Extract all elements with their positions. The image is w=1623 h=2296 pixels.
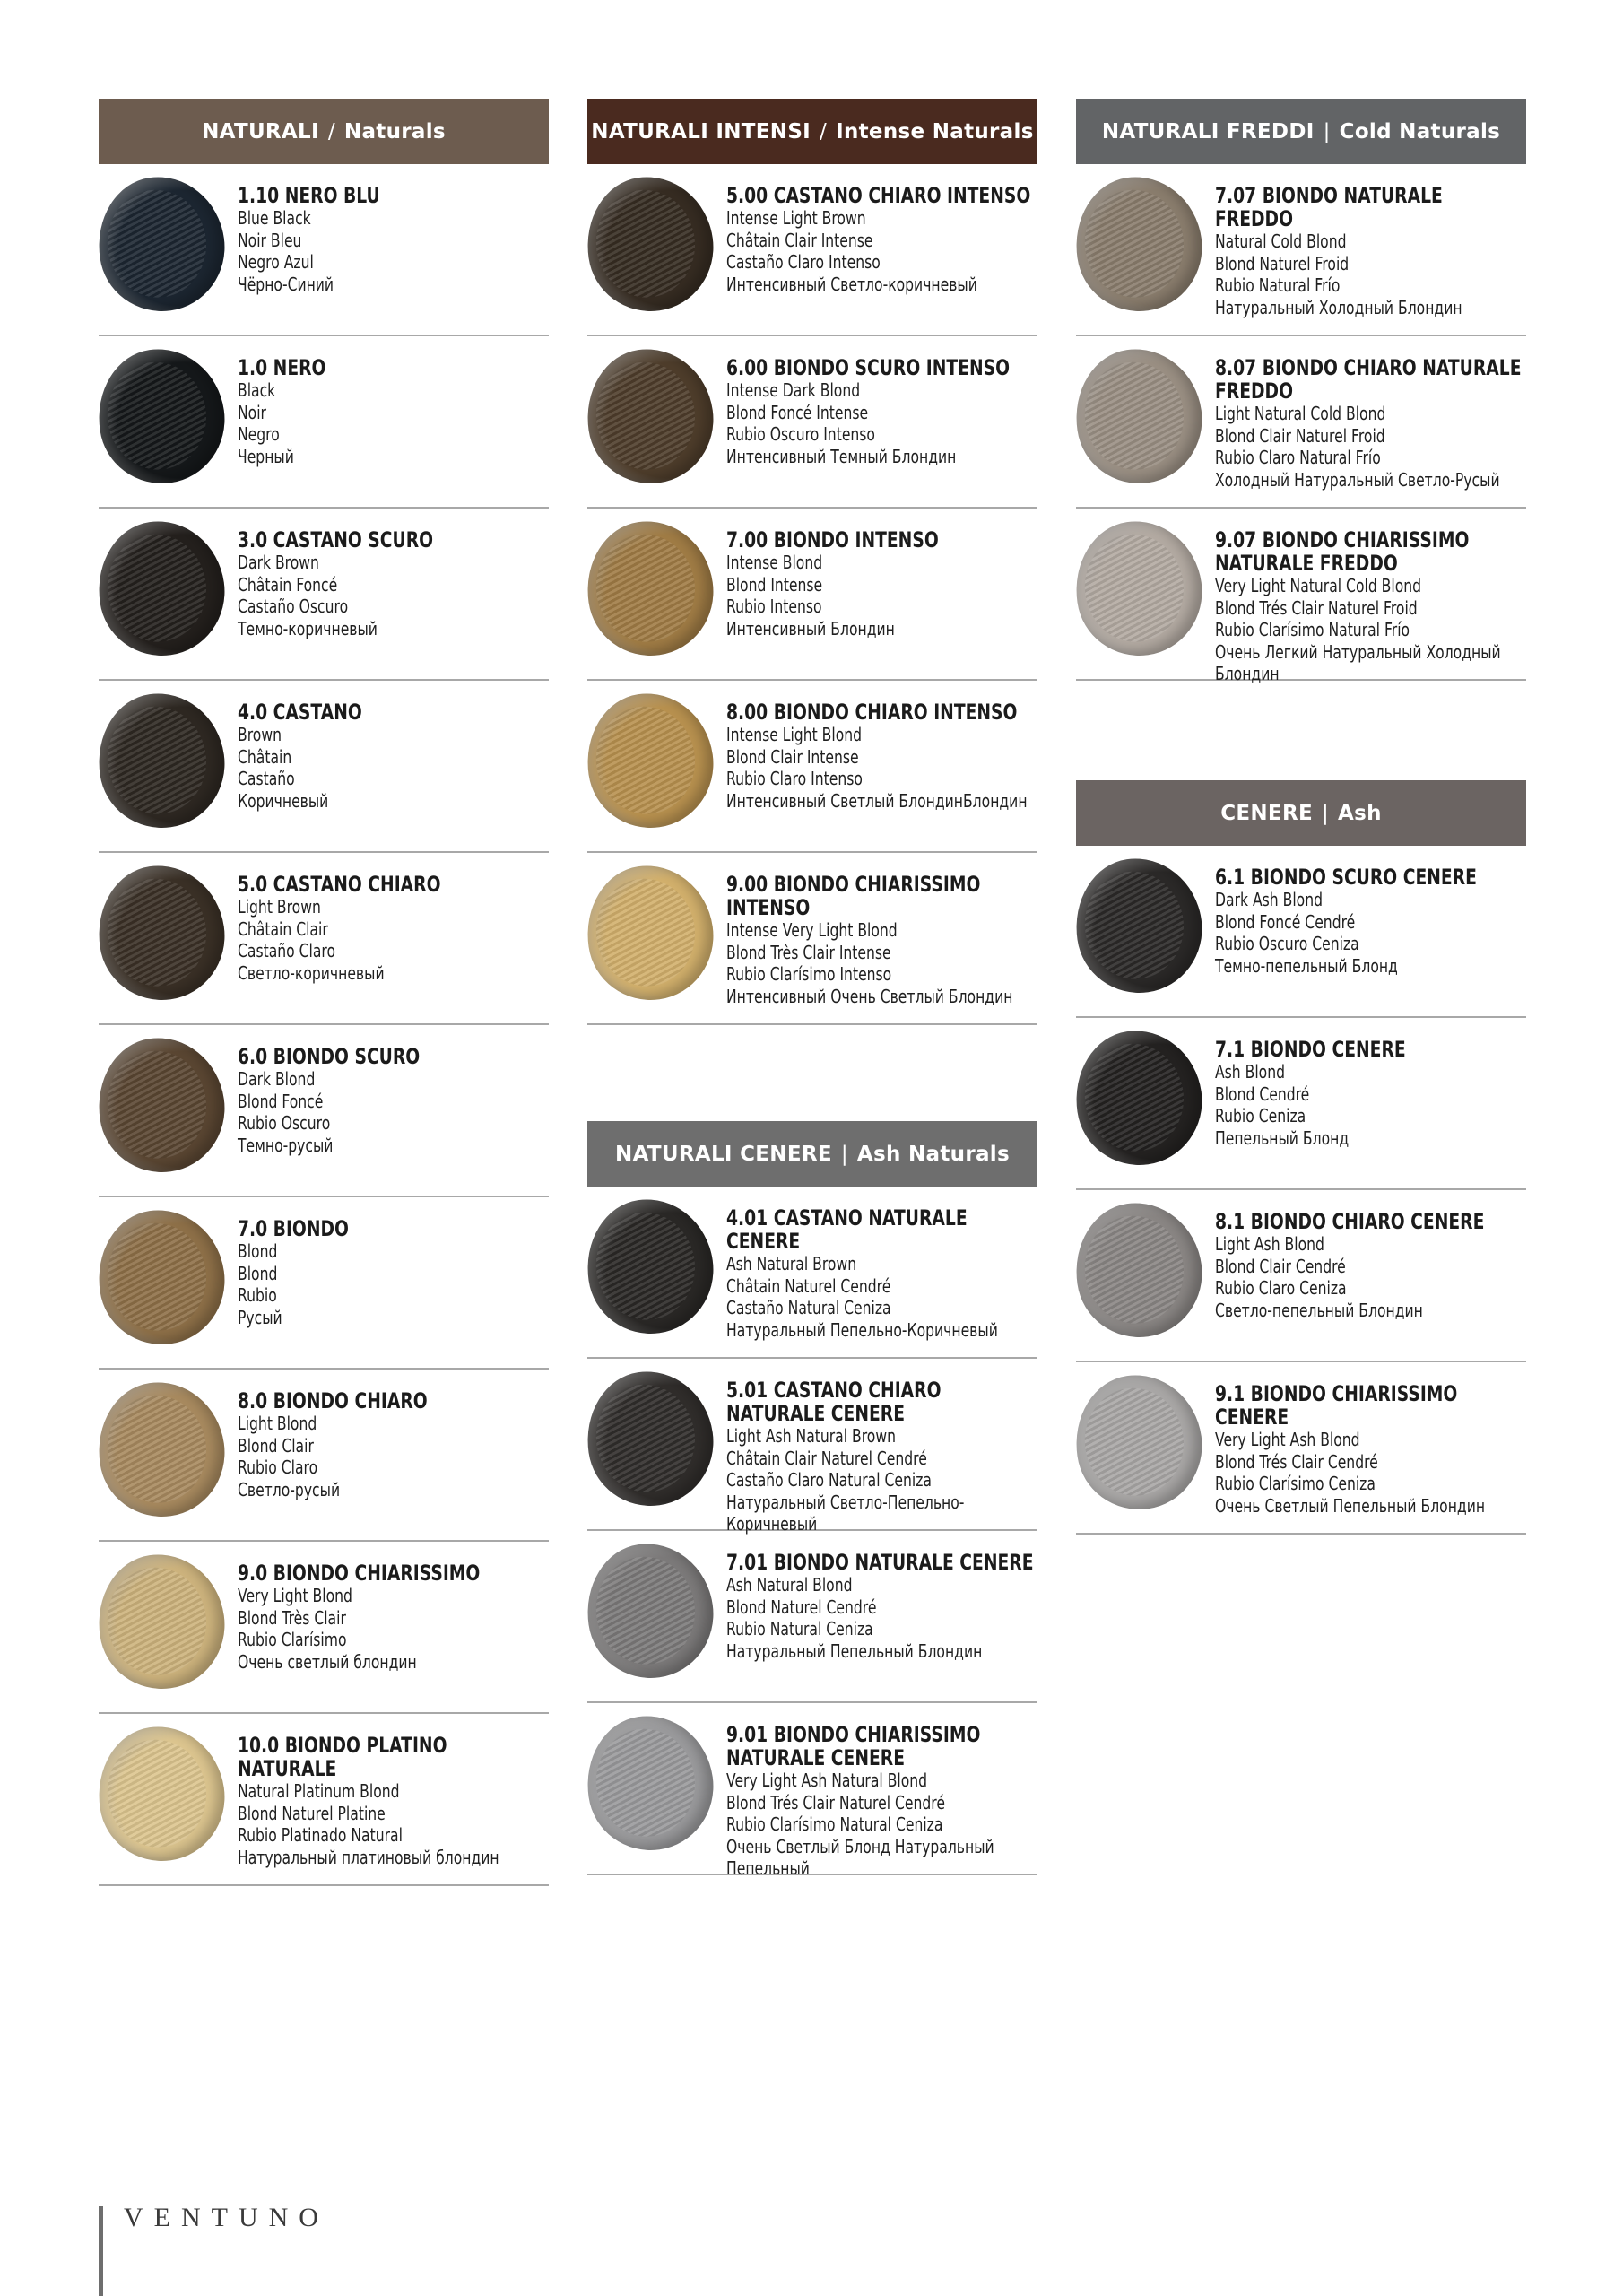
shade-code-name: 9.1 BIONDO CHIARISSIMO CENERE: [1215, 1381, 1458, 1430]
shade-translation: Rubio Claro Ceniza: [1215, 1277, 1347, 1299]
shade-translation: Очень Легкий Натуральный Холодный Блондин: [1215, 640, 1501, 684]
shade-translation: Castaño Oscuro: [238, 596, 349, 617]
hair-swatch-image: [578, 1708, 722, 1858]
hair-swatch-image: [1067, 169, 1211, 319]
hair-swatch-image: [90, 1030, 233, 1180]
shade-entry: [99, 164, 549, 336]
shade-translation: Светло-коричневый: [238, 961, 385, 984]
shade-translation: Натуральный Пепельный Блондин: [726, 1639, 983, 1662]
shade-translation: Very Light Ash Natural Blond: [726, 1770, 928, 1791]
shade-entry: [1076, 1018, 1526, 1190]
shade-translation: Blond Clair Naturel Froid: [1215, 424, 1385, 447]
shade-translation: Light Brown: [238, 896, 321, 918]
shade-translation: Blond Clair Intense: [726, 745, 859, 768]
shade-translation: Очень светлый блондин: [238, 1650, 417, 1673]
shade-translation: Châtain Clair Intense: [726, 229, 873, 251]
shade-entry: [1076, 164, 1526, 336]
shade-translation: Châtain: [238, 745, 292, 768]
section-title-en: Naturals: [343, 119, 446, 144]
section-title-en: Cold Naturals: [1339, 119, 1501, 144]
shade-text: [238, 528, 549, 639]
shade-text: [1215, 184, 1526, 318]
hair-swatch-image: [1067, 1022, 1211, 1173]
shade-entry: [99, 509, 549, 681]
shade-translation: Very Light Blond: [238, 1585, 352, 1606]
shade-code-name: 7.01 BIONDO NATURALE CENERE: [726, 1550, 1034, 1575]
hair-swatch-image: [1067, 1195, 1211, 1345]
section-title-en: Ash: [1338, 801, 1382, 825]
shade-translation: Negro: [238, 423, 280, 445]
shade-translation: Натуральный Холодный Блондин: [1215, 296, 1462, 318]
hair-swatch-image: [90, 1546, 233, 1697]
shade-code-name: 7.00 BIONDO INTENSO: [726, 527, 939, 552]
shade-translation: Intense Very Light Blond: [726, 919, 898, 941]
section-title-separator: |: [840, 1142, 848, 1166]
shade-translation: Ash Blond: [1215, 1061, 1286, 1083]
shade-translation: Châtain Foncé: [238, 573, 338, 596]
shade-translation: Châtain Clair Naturel Cendré: [726, 1447, 927, 1469]
section-title-it: CENERE: [1220, 801, 1313, 825]
footer-bar: [99, 2206, 103, 2296]
shade-code-name: 8.07 BIONDO CHIARO NATURALE FREDDO: [1215, 355, 1522, 404]
shade-translation: Castaño Natural Ceniza: [726, 1297, 891, 1318]
shade-text: [1215, 528, 1526, 685]
color-section: [1076, 99, 1526, 684]
section-header: [1076, 99, 1526, 164]
shade-entry: [587, 1187, 1037, 1359]
shade-text: [238, 1561, 549, 1673]
shade-translation: Светло-русый: [238, 1478, 341, 1500]
hair-swatch-image: [578, 857, 722, 1008]
shade-text: [726, 873, 1037, 1007]
shade-translation: Blond Très Clair: [238, 1606, 346, 1629]
shade-text: [726, 1551, 1037, 1662]
shade-translation: Темно-пепельный Блонд: [1215, 954, 1398, 977]
shade-entry: [99, 1370, 549, 1542]
shade-translation: Интенсивный Светло-коричневый: [726, 273, 977, 295]
section-title-separator: /: [327, 119, 335, 144]
shade-text: [726, 1378, 1037, 1535]
shade-entry: [99, 853, 549, 1025]
shade-translation: Light Ash Natural Brown: [726, 1425, 897, 1447]
shade-code-name: 1.10 NERO BLU: [238, 183, 380, 208]
shade-translation: Blond Naturel Cendré: [726, 1596, 877, 1618]
shade-text: [238, 1389, 549, 1500]
shade-entry: [99, 1542, 549, 1714]
shade-translation: Noir Bleu: [238, 229, 302, 251]
shade-translation: Чёрно-Синий: [238, 273, 334, 295]
shade-code-name: 9.01 BIONDO CHIARISSIMO NATURALE CENERE: [726, 1722, 981, 1770]
shade-translation: Натуральный Светло-Пепельно-Коричневый: [726, 1491, 965, 1535]
shade-translation: Rubio Clarísimo: [238, 1629, 347, 1650]
shade-translation: Русый: [238, 1306, 282, 1328]
shade-entry: [587, 1359, 1037, 1535]
section-title-it: NATURALI CENERE: [615, 1142, 832, 1166]
shade-translation: Интенсивный Светлый БлондинБлондин: [726, 789, 1028, 812]
section-title-it: NATURALI: [202, 119, 319, 144]
shade-translation: Blond: [238, 1240, 278, 1262]
section-title-it: NATURALI INTENSI: [591, 119, 812, 144]
shade-translation: Rubio Clarísimo Ceniza: [1215, 1473, 1376, 1494]
shade-text: [238, 1734, 549, 1868]
hair-swatch-image: [578, 341, 722, 491]
shade-text: [238, 184, 549, 295]
shade-entry: [587, 336, 1037, 509]
shade-entry: [99, 1025, 549, 1197]
shade-translation: Natural Platinum Blond: [238, 1780, 400, 1802]
color-section: [587, 1121, 1037, 1879]
shade-translation: Rubio Intenso: [726, 596, 822, 617]
hair-swatch-image: [578, 1363, 722, 1514]
shade-entry: [99, 1197, 549, 1370]
shade-translation: Rubio Oscuro Ceniza: [1215, 933, 1359, 954]
shade-translation: Интенсивный Блондин: [726, 617, 895, 639]
shade-translation: Blond Très Clair Intense: [726, 941, 891, 963]
hair-swatch-image: [578, 169, 722, 319]
shade-text: [726, 1723, 1037, 1880]
color-section: [99, 99, 549, 1886]
shade-text: [726, 356, 1037, 467]
shade-translation: Blond Intense: [726, 573, 823, 596]
section-title-en: Intense Naturals: [836, 119, 1034, 144]
shade-code-name: 7.0 BIONDO: [238, 1216, 349, 1241]
brand-name: VENTUNO: [124, 2203, 329, 2232]
section-title-it: NATURALI FREDDI: [1101, 119, 1315, 144]
hair-swatch-image: [578, 513, 722, 664]
shade-translation: Rubio Ceniza: [1215, 1105, 1306, 1126]
hair-swatch-image: [90, 169, 233, 319]
shade-code-name: 4.0 CASTANO: [238, 700, 362, 725]
shade-text: [726, 700, 1037, 812]
shade-translation: Blond Clair: [238, 1434, 314, 1457]
shade-translation: Intense Blond: [726, 552, 823, 573]
shade-translation: Rubio Oscuro Intenso: [726, 423, 875, 445]
shade-translation: Dark Brown: [238, 552, 319, 573]
hair-swatch-image: [90, 685, 233, 836]
shade-text: [238, 873, 549, 984]
shade-text: [1215, 1210, 1526, 1321]
shade-translation: Интенсивный Темный Блондин: [726, 445, 957, 467]
shade-translation: Rubio Clarísimo Intenso: [726, 963, 892, 985]
shade-translation: Châtain Clair: [238, 918, 328, 940]
shade-translation: Castaño Claro Natural Ceniza: [726, 1469, 932, 1491]
shade-translation: Светло-пепельный Блондин: [1215, 1299, 1423, 1321]
shade-translation: Черный: [238, 445, 294, 467]
shade-translation: Rubio Clarísimo Natural Ceniza: [726, 1813, 943, 1835]
shade-translation: Rubio Platinado Natural: [238, 1824, 403, 1846]
shade-translation: Dark Ash Blond: [1215, 889, 1323, 910]
shade-translation: Интенсивный Очень Светлый Блондин: [726, 985, 1013, 1007]
shade-code-name: 6.0 BIONDO SCURO: [238, 1044, 421, 1069]
shade-translation: Castaño Claro Intenso: [726, 251, 881, 273]
shade-text: [1215, 356, 1526, 491]
shade-translation: Brown: [238, 724, 282, 745]
shade-entry: [587, 681, 1037, 853]
hair-swatch-image: [1067, 341, 1211, 491]
shade-code-name: 6.00 BIONDO SCURO INTENSO: [726, 355, 1011, 380]
shade-translation: Очень Светлый Пепельный Блондин: [1215, 1494, 1486, 1517]
shade-entry: [1076, 509, 1526, 684]
shade-translation: Blond Trés Clair Naturel Cendré: [726, 1791, 945, 1813]
hair-swatch-image: [90, 341, 233, 491]
shade-translation: Rubio: [238, 1284, 277, 1306]
shade-text: [1215, 865, 1526, 977]
shade-code-name: 5.01 CASTANO CHIARO NATURALE CENERE: [726, 1378, 942, 1426]
shade-translation: Темно-коричневый: [238, 617, 378, 639]
shade-code-name: 9.0 BIONDO CHIARISSIMO: [238, 1561, 481, 1586]
shade-translation: Blue Black: [238, 207, 311, 229]
shade-translation: Холодный Натуральный Светло-Русый: [1215, 468, 1500, 491]
color-section: [1076, 780, 1526, 1535]
section-title-separator: |: [1323, 119, 1331, 144]
section-header: [99, 99, 549, 164]
shade-translation: Blond Cendré: [1215, 1083, 1310, 1105]
hair-swatch-image: [90, 513, 233, 664]
shade-translation: Blond Naturel Froid: [1215, 252, 1350, 274]
shade-code-name: 8.1 BIONDO CHIARO CENERE: [1215, 1209, 1485, 1234]
shade-entry: [587, 164, 1037, 336]
shade-code-name: 5.00 CASTANO CHIARO INTENSO: [726, 183, 1031, 208]
shade-translation: Negro Azul: [238, 251, 314, 273]
shade-entry: [1076, 336, 1526, 509]
hair-swatch-image: [578, 685, 722, 836]
shade-text: [238, 700, 549, 812]
shade-translation: Коричневый: [238, 789, 329, 812]
shade-translation: Intense Light Brown: [726, 207, 866, 229]
shade-translation: Châtain Naturel Cendré: [726, 1274, 891, 1297]
shade-translation: Very Light Natural Cold Blond: [1215, 575, 1422, 596]
shade-translation: Rubio Natural Ceniza: [726, 1618, 873, 1639]
hair-swatch-image: [90, 1718, 233, 1869]
shade-translation: Blond Naturel Platine: [238, 1802, 386, 1824]
shade-translation: Rubio Claro Natural Frío: [1215, 447, 1381, 468]
shade-translation: Dark Blond: [238, 1068, 316, 1090]
hair-swatch-image: [1067, 513, 1211, 664]
section-header: [587, 99, 1037, 164]
shade-entry: [99, 336, 549, 509]
shade-translation: Very Light Ash Blond: [1215, 1429, 1360, 1450]
shade-text: [726, 528, 1037, 639]
shade-entry: [99, 681, 549, 853]
shade-translation: Blond Foncé Intense: [726, 401, 869, 423]
shade-translation: Rubio Claro Intenso: [726, 768, 863, 789]
shade-translation: Blond Clair Cendré: [1215, 1255, 1346, 1277]
shade-code-name: 4.01 CASTANO NATURALE CENERE: [726, 1205, 968, 1254]
hair-swatch-image: [1067, 1367, 1211, 1518]
shade-translation: Rubio Claro: [238, 1457, 318, 1478]
shade-code-name: 1.0 NERO: [238, 355, 326, 380]
shade-text: [1215, 1038, 1526, 1149]
shade-code-name: 8.0 BIONDO CHIARO: [238, 1388, 428, 1413]
shade-code-name: 3.0 CASTANO SCURO: [238, 527, 434, 552]
shade-translation: Intense Light Blond: [726, 724, 863, 745]
shade-translation: Light Natural Cold Blond: [1215, 403, 1386, 424]
section-title-separator: |: [1321, 801, 1330, 825]
shade-translation: Blond Trés Clair Cendré: [1215, 1450, 1378, 1473]
shade-translation: Темно-русый: [238, 1134, 334, 1156]
shade-code-name: 7.1 BIONDO CENERE: [1215, 1037, 1406, 1062]
shade-entry: [1076, 846, 1526, 1018]
section-header: [587, 1121, 1037, 1187]
shade-translation: Natural Cold Blond: [1215, 230, 1347, 252]
shade-code-name: 7.07 BIONDO NATURALE FREDDO: [1215, 183, 1443, 231]
shade-code-name: 6.1 BIONDO SCURO CENERE: [1215, 865, 1477, 890]
shade-translation: Noir: [238, 401, 266, 423]
shade-translation: Blond: [238, 1262, 278, 1284]
shade-translation: Rubio Natural Frío: [1215, 274, 1341, 296]
shade-entry: [587, 853, 1037, 1025]
hair-swatch-image: [90, 1202, 233, 1352]
shade-entry: [587, 1531, 1037, 1703]
shade-entry: [99, 1714, 549, 1886]
shade-text: [238, 1045, 549, 1156]
color-section: [587, 99, 1037, 1025]
shade-translation: Blond Foncé: [238, 1090, 324, 1112]
shade-code-name: 5.0 CASTANO CHIARO: [238, 872, 441, 897]
shade-translation: Натуральный платиновый блондин: [238, 1846, 499, 1868]
shade-text: [726, 1206, 1037, 1341]
shade-translation: Intense Dark Blond: [726, 379, 861, 401]
shade-code-name: 9.07 BIONDO CHIARISSIMO NATURALE FREDDO: [1215, 527, 1470, 576]
shade-translation: Очень Светлый Блонд Натуральный Пепельный: [726, 1835, 994, 1879]
shade-translation: Ash Natural Brown: [726, 1253, 857, 1274]
shade-translation: Ash Natural Blond: [726, 1574, 853, 1596]
shade-translation: Light Ash Blond: [1215, 1233, 1324, 1255]
shade-text: [1215, 1382, 1526, 1517]
shade-translation: Натуральный Пепельно-Коричневый: [726, 1318, 998, 1341]
shade-translation: Blond Trés Clair Naturel Froid: [1215, 596, 1418, 619]
section-title-en: Ash Naturals: [856, 1142, 1010, 1166]
section-header: [1076, 780, 1526, 846]
hair-swatch-image: [1067, 850, 1211, 1001]
hair-swatch-image: [90, 1374, 233, 1525]
shade-translation: Light Blond: [238, 1413, 317, 1434]
shade-text: [238, 1217, 549, 1328]
shade-code-name: 8.00 BIONDO CHIARO INTENSO: [726, 700, 1018, 725]
hair-swatch-image: [578, 1535, 722, 1686]
shade-entry: [1076, 1190, 1526, 1362]
section-title-separator: /: [820, 119, 828, 144]
shade-entry: [587, 1703, 1037, 1879]
shade-code-name: 10.0 BIONDO PLATINO NATURALE: [238, 1733, 447, 1781]
shade-translation: Пепельный Блонд: [1215, 1126, 1350, 1149]
shade-entry: [1076, 1362, 1526, 1535]
shade-translation: Rubio Oscuro: [238, 1112, 331, 1134]
hair-swatch-image: [90, 857, 233, 1008]
shade-translation: Blond Foncé Cendré: [1215, 910, 1356, 933]
shade-translation: Castaño: [238, 768, 295, 789]
shade-text: [238, 356, 549, 467]
hair-swatch-image: [578, 1191, 722, 1342]
shade-entry: [587, 509, 1037, 681]
shade-text: [726, 184, 1037, 295]
shade-translation: Black: [238, 379, 276, 401]
shade-code-name: 9.00 BIONDO CHIARISSIMO INTENSO: [726, 872, 981, 920]
shade-translation: Castaño Claro: [238, 940, 336, 961]
shade-translation: Rubio Clarísimo Natural Frío: [1215, 619, 1410, 640]
